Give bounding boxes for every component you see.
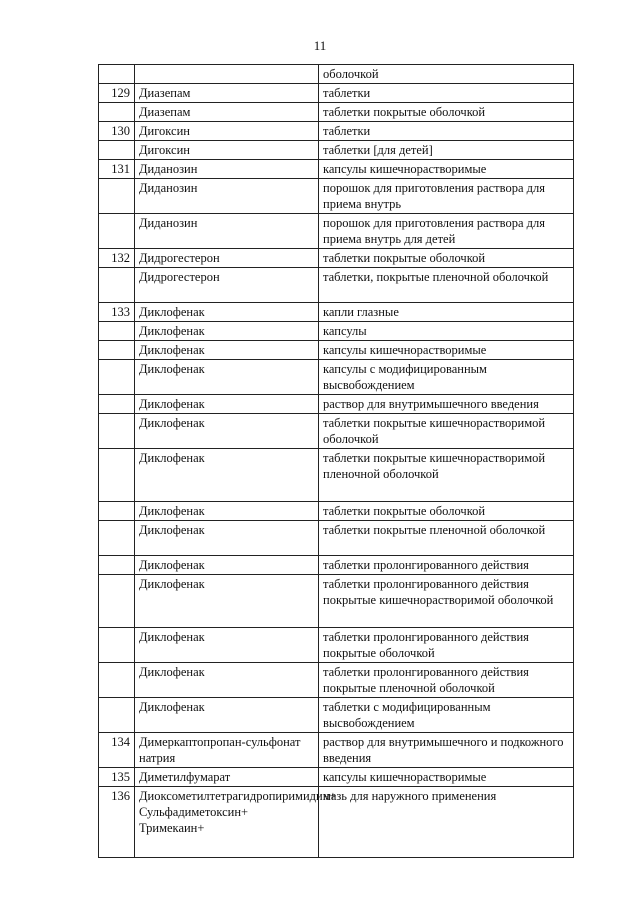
dosage-form-cell: порошок для приготовления раствора для приема внутрь для детей [319, 214, 574, 249]
row-number-cell [99, 360, 135, 395]
drug-name-cell: Диклофенак [135, 502, 319, 521]
drug-name-cell: Диклофенак [135, 395, 319, 414]
table-row [99, 103, 574, 122]
dosage-form-cell: капсулы [319, 322, 574, 341]
table-row [99, 268, 574, 303]
dosage-form-cell: оболочкой [319, 65, 574, 84]
dosage-form-cell: таблетки [для детей] [319, 141, 574, 160]
row-number-cell [99, 628, 135, 663]
drug-name-cell: Диклофенак [135, 449, 319, 502]
dosage-form-cell: таблетки покрытые кишечнорастворимой пленочной оболочкой [319, 449, 574, 502]
drug-name-cell: Димеркаптопропан-сульфонат натрия [135, 733, 319, 768]
dosage-form-cell: капсулы кишечнорастворимые [319, 768, 574, 787]
table-row [99, 449, 574, 502]
drug-name-cell: Диклофенак [135, 698, 319, 733]
dosage-form-cell: раствор для внутримышечного и подкожного введения [319, 733, 574, 768]
row-number-cell: 135 [99, 768, 135, 787]
dosage-form-cell: таблетки [319, 122, 574, 141]
dosage-form-cell: раствор для внутримышечного введения [319, 395, 574, 414]
page-number: 11 [313, 38, 327, 53]
row-number-cell [99, 141, 135, 160]
row-number-cell [99, 268, 135, 303]
dosage-form-cell: таблетки пролонгированного действия покрытые оболочкой [319, 628, 574, 663]
drug-name-cell: Диданозин [135, 160, 319, 179]
table-body [99, 65, 574, 858]
row-number-cell [99, 449, 135, 502]
drug-name-cell: Дигоксин [135, 141, 319, 160]
dosage-form-cell: таблетки покрытые оболочкой [319, 103, 574, 122]
table-row [99, 322, 574, 341]
drug-name-cell: Диклофенак [135, 556, 319, 575]
drug-name-cell: Диклофенак [135, 521, 319, 556]
drug-name-cell: Дидрогестерон [135, 268, 319, 303]
drug-name-cell: Диклофенак [135, 414, 319, 449]
drug-name-cell: Диклофенак [135, 628, 319, 663]
table-row [99, 556, 574, 575]
dosage-form-cell: таблетки пролонгированного действия [319, 556, 574, 575]
row-number-cell [99, 65, 135, 84]
drug-name-cell: Диклофенак [135, 303, 319, 322]
drug-name-cell: Диметилфумарат [135, 768, 319, 787]
dosage-form-cell: капсулы кишечнорастворимые [319, 341, 574, 360]
table-row [99, 502, 574, 521]
table-row [99, 214, 574, 249]
table-row [99, 768, 574, 787]
drug-name-cell: Диазепам [135, 103, 319, 122]
table-row [99, 160, 574, 179]
row-number-cell [99, 322, 135, 341]
dosage-form-cell: таблетки покрытые оболочкой [319, 249, 574, 268]
table-row [99, 84, 574, 103]
table-row [99, 395, 574, 414]
row-number-cell [99, 103, 135, 122]
table-row [99, 141, 574, 160]
drug-name-cell: Диклофенак [135, 663, 319, 698]
row-number-cell [99, 414, 135, 449]
table-row [99, 787, 574, 858]
drug-name-cell: Диданозин [135, 214, 319, 249]
dosage-form-cell: таблетки пролонгированного действия покрытые пленочной оболочкой [319, 663, 574, 698]
table-row [99, 414, 574, 449]
table-row [99, 360, 574, 395]
row-number-cell: 130 [99, 122, 135, 141]
row-number-cell [99, 556, 135, 575]
drug-name-cell: Диданозин [135, 179, 319, 214]
row-number-cell [99, 575, 135, 628]
row-number-cell [99, 179, 135, 214]
row-number-cell: 136 [99, 787, 135, 858]
row-number-cell: 129 [99, 84, 135, 103]
row-number-cell [99, 395, 135, 414]
drug-name-cell: Дидрогестерон [135, 249, 319, 268]
row-number-cell [99, 521, 135, 556]
dosage-form-cell: таблетки, покрытые пленочной оболочкой [319, 268, 574, 303]
table-row [99, 65, 574, 84]
drug-name-cell: Диклофенак [135, 322, 319, 341]
dosage-form-cell: таблетки пролонгированного действия покрытые кишечнорастворимой оболочкой [319, 575, 574, 628]
table-row [99, 179, 574, 214]
dosage-form-cell: таблетки [319, 84, 574, 103]
table-row [99, 521, 574, 556]
table-row [99, 122, 574, 141]
table-row [99, 575, 574, 628]
dosage-form-cell: таблетки покрытые оболочкой [319, 502, 574, 521]
dosage-form-cell: порошок для приготовления раствора для приема внутрь [319, 179, 574, 214]
table-row [99, 303, 574, 322]
table-row [99, 663, 574, 698]
drug-name-cell [135, 65, 319, 84]
dosage-form-cell: таблетки с модифицированным высвобождением [319, 698, 574, 733]
dosage-form-cell: таблетки покрытые кишечнорастворимой оболочкой [319, 414, 574, 449]
row-number-cell [99, 341, 135, 360]
drug-name-cell: Диклофенак [135, 575, 319, 628]
dosage-form-cell: капсулы кишечнорастворимые [319, 160, 574, 179]
row-number-cell [99, 214, 135, 249]
row-number-cell [99, 698, 135, 733]
drug-name-cell: Диоксометилтетрагидропиримидин+ Сульфадиметоксин+ Тримекаин+ [135, 787, 319, 858]
drug-name-cell: Диклофенак [135, 360, 319, 395]
row-number-cell: 133 [99, 303, 135, 322]
drug-name-cell: Диклофенак [135, 341, 319, 360]
row-number-cell [99, 663, 135, 698]
drug-name-cell: Диазепам [135, 84, 319, 103]
dosage-form-cell: капсулы с модифицированным высвобождением [319, 360, 574, 395]
drug-list-table [98, 64, 574, 858]
dosage-form-cell: таблетки покрытые пленочной оболочкой [319, 521, 574, 556]
table-row [99, 249, 574, 268]
table-row [99, 733, 574, 768]
table-row [99, 698, 574, 733]
table-row [99, 341, 574, 360]
dosage-form-cell: мазь для наружного применения [319, 787, 574, 858]
drug-name-cell: Дигоксин [135, 122, 319, 141]
row-number-cell: 132 [99, 249, 135, 268]
dosage-form-cell: капли глазные [319, 303, 574, 322]
table-row [99, 628, 574, 663]
row-number-cell [99, 502, 135, 521]
row-number-cell: 131 [99, 160, 135, 179]
row-number-cell: 134 [99, 733, 135, 768]
